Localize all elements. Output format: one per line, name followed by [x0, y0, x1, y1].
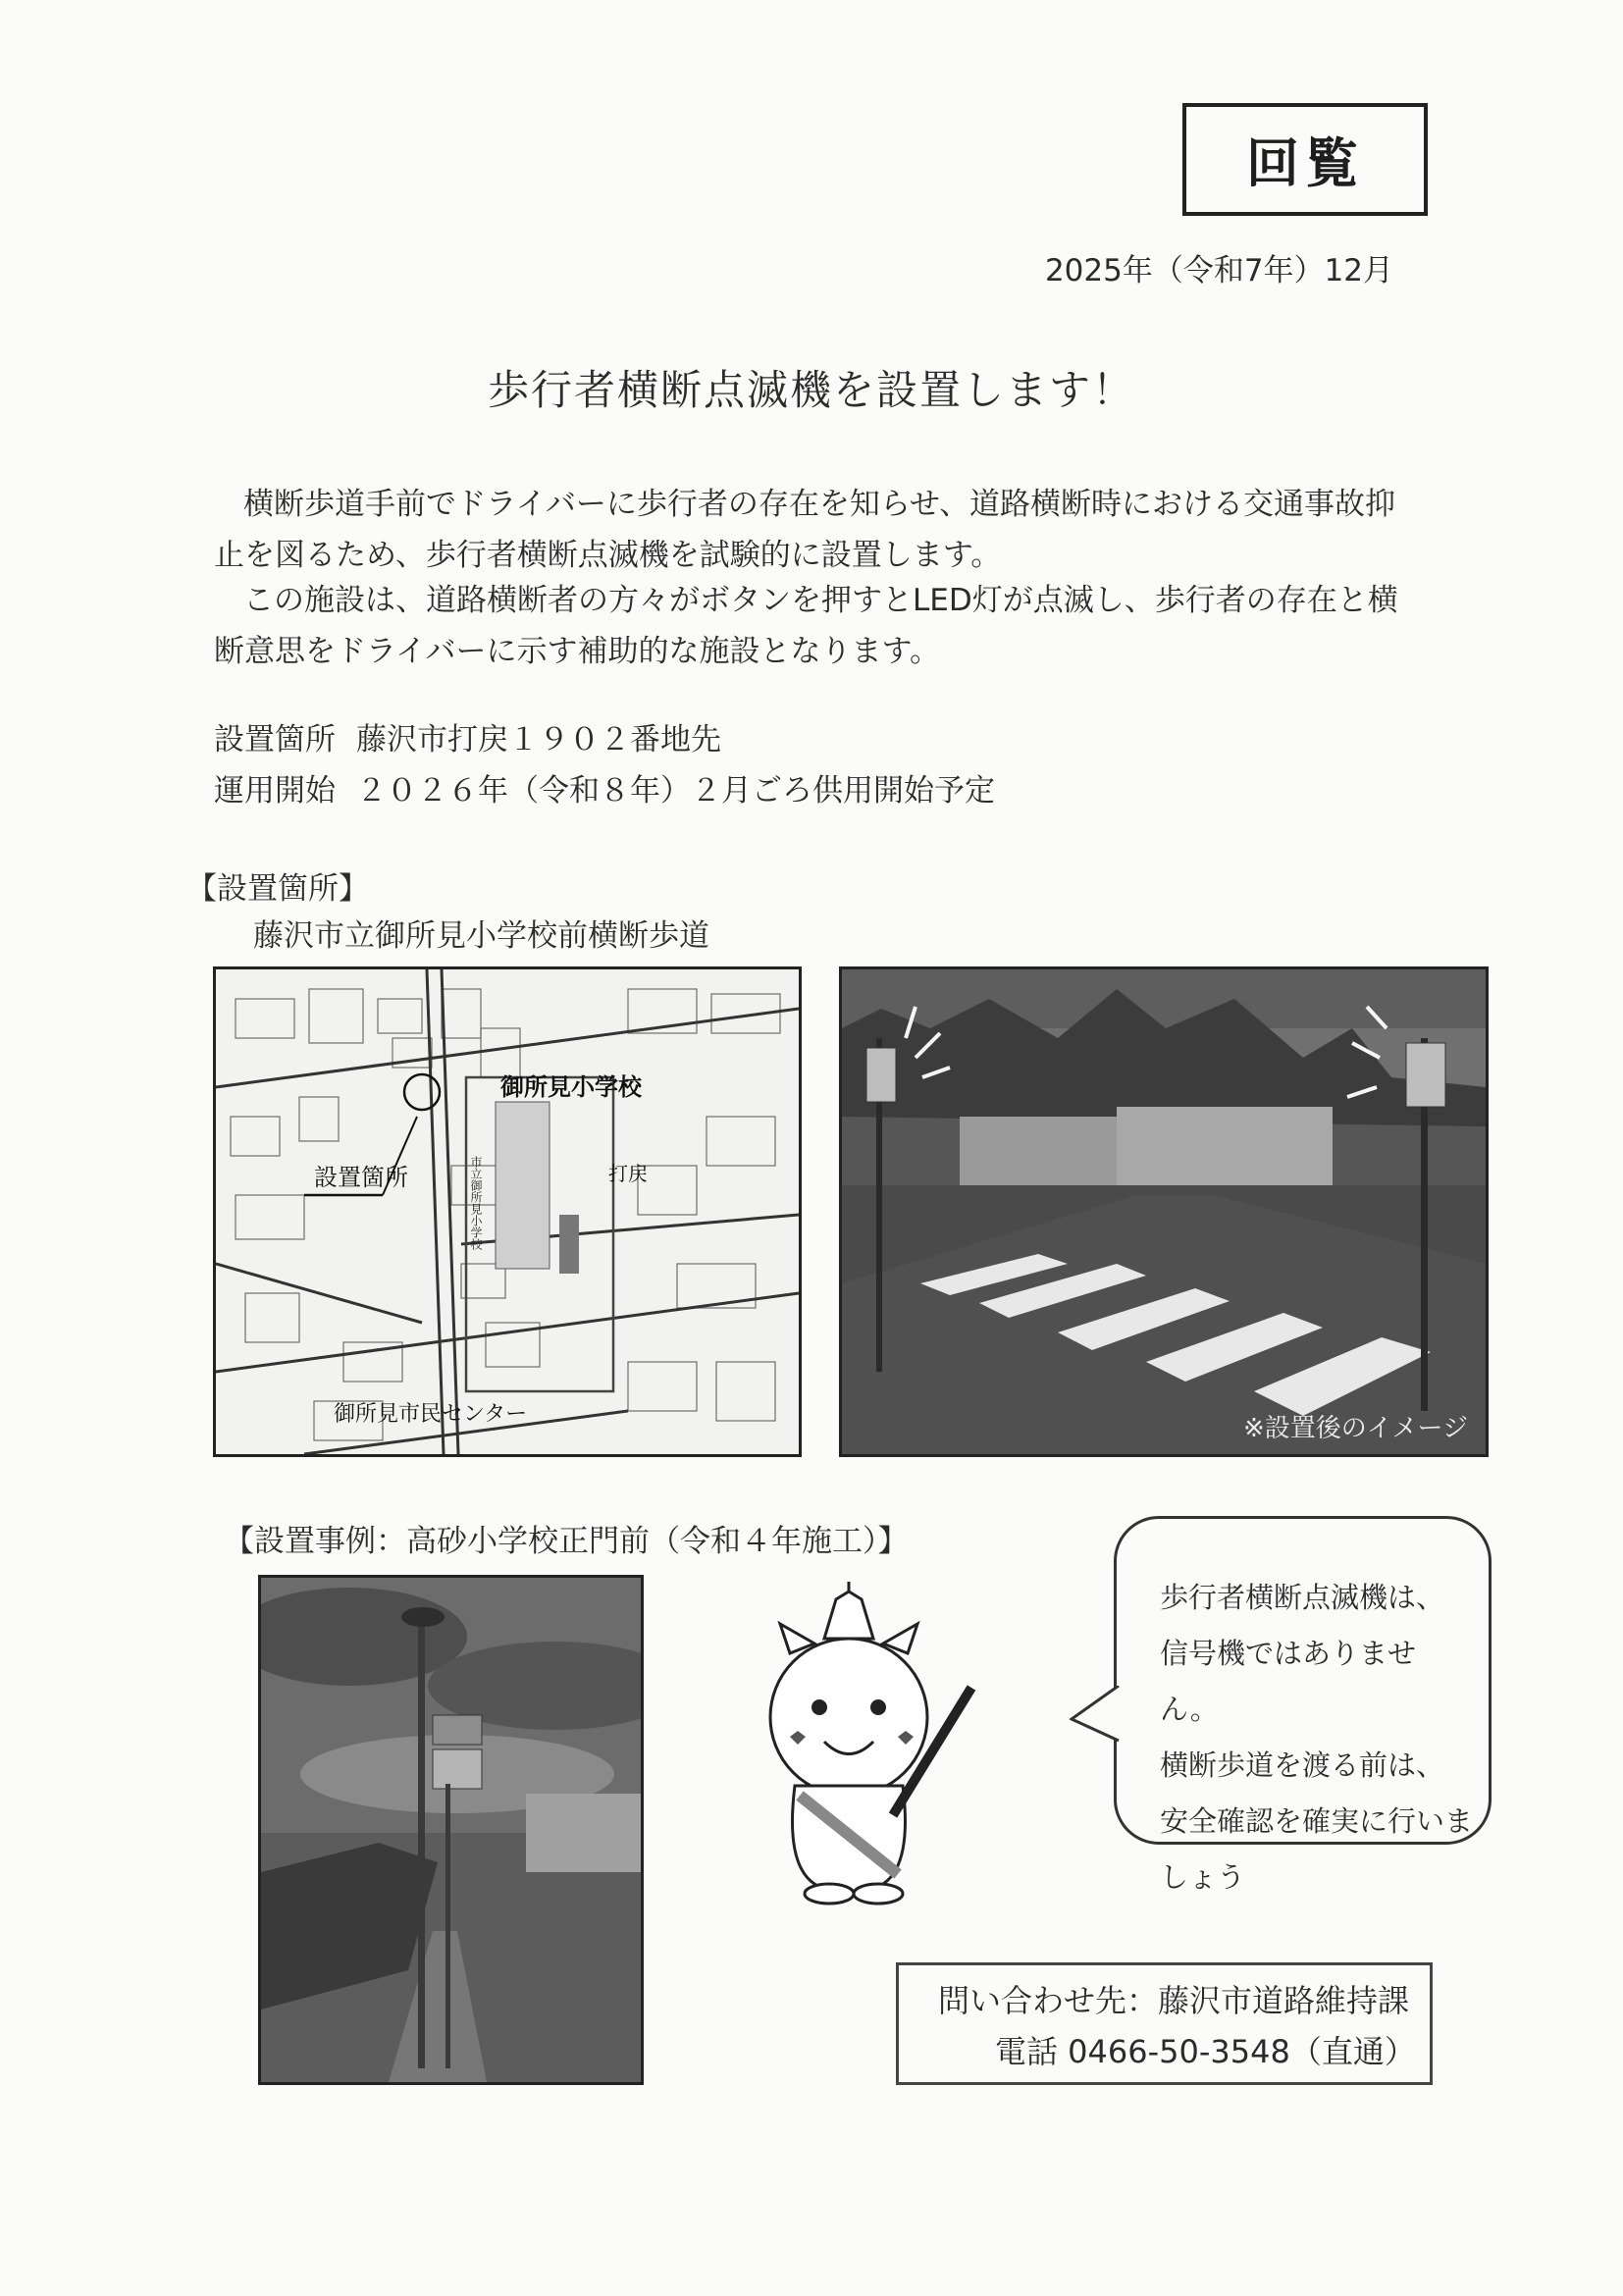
bubble-line: 横断歩道を渡る前は、 [1160, 1748, 1445, 1782]
info-start [214, 765, 995, 816]
location-map [213, 966, 802, 1457]
bubble-line: しょう [1160, 1860, 1246, 1894]
contact-phone: 電話 0466-50-3548（直通） [995, 2033, 1416, 2070]
map-school-vertical: 市立御所見小学校 [469, 1156, 483, 1250]
contact-department: 問い合わせ先：藤沢市道路維持課 [938, 1982, 1410, 2019]
bubble-line: 信号機ではありません。 [1160, 1637, 1417, 1726]
contact-box [896, 1962, 1433, 2085]
page-title: 歩行者横断点滅機を設置します！ [487, 366, 1135, 414]
body-paragraph-1: 横断歩道手前でドライバーに歩行者の存在を知らせ、道路横断時における交通事故抑止を図るため、歩行者横断点滅機を試験的に設置します。 [214, 487, 1395, 573]
bubble-tail [1070, 1686, 1121, 1745]
map-road-label: 打戻 [608, 1162, 648, 1185]
mascot-drawing [746, 1570, 1070, 1923]
map-drawing [216, 969, 799, 1454]
circulation-stamp: 回覧 [1182, 103, 1428, 216]
example-heading: 【設置事例：高砂小学校正門前（令和４年施工）】 [224, 1524, 909, 1559]
info-location-label: 設置箇所 [214, 722, 336, 757]
map-center-label: 御所見市民センター [334, 1402, 528, 1427]
info-start-label: 運用開始 [214, 773, 336, 809]
bubble-line: 歩行者横断点滅機は、 [1160, 1581, 1445, 1614]
info-location-value: 藤沢市打戻１９０２番地先 [356, 722, 721, 757]
info-start-value: ２０２６年（令和８年）２月ごろ供用開始予定 [356, 773, 995, 809]
crosswalk-scene [842, 969, 1486, 1454]
info-location [214, 714, 721, 765]
issue-date: 2025年（令和7年）12月 [1044, 253, 1393, 288]
bubble-text [1160, 1570, 1474, 1905]
map-site-label: 設置箇所 [314, 1164, 408, 1191]
photo-caption: ※設置後のイメージ [1242, 1414, 1468, 1443]
map-school-label: 御所見小学校 [500, 1073, 642, 1101]
location-heading: 【設置箇所】 [186, 871, 369, 907]
bubble-line: 安全確認を確実に行いま [1160, 1804, 1474, 1838]
crosswalk-image-photo [839, 966, 1489, 1457]
body-paragraph-2: この施設は、道路横断者の方々がボタンを押すとLED灯が点滅し、歩行者の存在と横断意思をドライバーに示す補助的な施設となります。 [214, 583, 1398, 669]
example-scene [261, 1578, 641, 2082]
location-place: 藤沢市立御所見小学校前横断歩道 [253, 918, 709, 954]
example-photo [258, 1575, 644, 2085]
mascot-illustration [746, 1570, 1070, 1923]
